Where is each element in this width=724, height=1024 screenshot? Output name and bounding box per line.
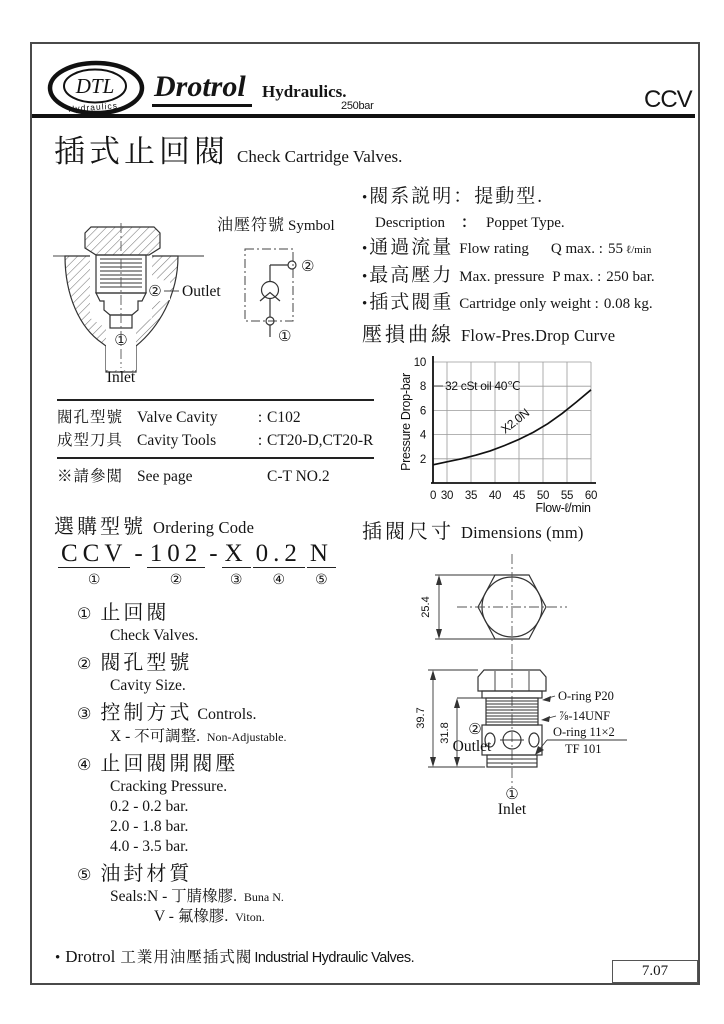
dim-inlet-label: Inlet (497, 801, 527, 816)
cross-port2-label: ② (148, 282, 162, 300)
hex-top-view-figure (405, 548, 600, 670)
dim-outlet-label: Outlet (452, 738, 492, 755)
svg-text:10: 10 (413, 357, 426, 369)
symbol-heading (217, 212, 335, 235)
spec-weight: • 插式閥重 Cartridge only weight : 0.08 kg. (362, 290, 696, 317)
code-part: X ③ (222, 541, 251, 588)
cavity-table (57, 399, 374, 488)
y-axis-title: Pressure Drop-bar (399, 373, 413, 471)
dtl-logo (46, 60, 148, 120)
page-title (54, 126, 402, 171)
svg-text:40: 40 (488, 490, 502, 502)
bullet-icon: • (55, 950, 61, 966)
code-part: N ⑤ (307, 541, 336, 588)
flow-pressure-chart (393, 350, 618, 520)
svg-text:35: 35 (464, 490, 478, 502)
page-title-zh: 插式止回閥 (54, 134, 229, 169)
svg-text:50: 50 (536, 490, 550, 502)
thread-label: ⅞-14UNF (559, 709, 611, 723)
svg-text:2: 2 (419, 453, 426, 466)
svg-text:30: 30 (440, 490, 454, 502)
page-title-en: Check Cartridge Valves. (237, 147, 403, 166)
ordering-code (57, 541, 337, 588)
svg-text:60: 60 (584, 490, 598, 502)
spec-description-zh: 閥系説明：提動型. (369, 186, 545, 207)
header-rule (32, 114, 695, 118)
symbol-heading-en: Symbol (288, 218, 335, 234)
list-item: ⑤ 油封材質 Seals:N - 丁腈橡膠. Buna N. V - 氟橡膠. Viton. (77, 863, 284, 925)
symbol-port2-node (288, 261, 296, 269)
specs-list (362, 184, 696, 317)
spec-max-pressure: • 最高壓力 Max. pressure P max. : 250 bar. (362, 263, 696, 290)
code-part: CCV ① (58, 541, 130, 588)
symbol-envelope (245, 249, 293, 321)
svg-text:0: 0 (429, 490, 437, 502)
spec-description (362, 184, 696, 211)
code-part: 0.2 ④ (253, 541, 305, 588)
x-axis-title: Flow-ℓ/min (535, 501, 591, 515)
page-number: 7.07 (612, 960, 698, 983)
list-item: ④ 止回閥開閥壓 Cracking Pressure. 0.2 - 0.2 bar. 2.0 - 1.8 bar. 4.0 - 3.5 bar. (77, 753, 239, 855)
tf101-label: TF 101 (565, 742, 602, 756)
brand-name: Drotrol (152, 70, 252, 107)
curve-section-heading: 壓損曲線 Flow-Pres.Drop Curve (362, 324, 616, 346)
cross-inlet-label: Inlet (106, 369, 136, 386)
spec-flow-rating: • 通過流量 Flow rating Q max. : 55 ℓ/min (362, 235, 696, 263)
dash: - (134, 540, 143, 567)
spec-description-en: Description ： Poppet Type. (375, 215, 565, 231)
list-item: ② 閥孔型號 Cavity Size. (77, 652, 193, 694)
list-item: ③ 控制方式 Controls. X - 不可調整. Non-Adjustable. (77, 702, 287, 745)
oring-11x2-label: O-ring 11×2 (553, 725, 615, 739)
series-label: X2.0N (498, 405, 532, 437)
hydraulic-symbol-figure (237, 243, 332, 348)
code-part: 102 ② (147, 541, 206, 588)
body-length-value: 31.8 (439, 722, 451, 744)
svg-text:8: 8 (419, 381, 426, 394)
svg-text:4: 4 (419, 429, 426, 442)
symbol-port1-label: ① (278, 327, 292, 345)
cross-port1-label: ① (114, 331, 128, 349)
dim-port2-label: ② (468, 720, 482, 738)
bullet-icon: • (362, 269, 368, 285)
symbol-heading-zh: 油壓符號 (217, 217, 286, 234)
svg-text:6: 6 (419, 405, 426, 418)
svg-text:45: 45 (512, 490, 526, 502)
footer-note: • Drotrol 工業用油壓插式閥 Industrial Hydraulic Valves. (55, 947, 415, 966)
hex-dimension-value: 25.4 (420, 596, 432, 618)
dash: - (209, 540, 218, 567)
ordering-heading: 選購型號 Ordering Code (54, 516, 255, 538)
list-item: ① 止回閥 Check Valves. (77, 602, 199, 644)
svg-text:55: 55 (560, 490, 574, 502)
symbol-port2-label: ② (301, 257, 315, 275)
pressure-note: 250bar (341, 100, 374, 112)
brand-suffix: Hydraulics. (262, 82, 347, 101)
ordering-items (77, 601, 382, 932)
dimensions-heading: 插閥尺寸 Dimensions (mm) (362, 521, 584, 543)
cross-outlet-label: Outlet (182, 283, 221, 300)
bullet-icon: • (362, 241, 368, 257)
table-row: 成型刀具 Cavity Tools : CT20-D,CT20-R (57, 432, 374, 449)
cartridge-side-view-figure (395, 656, 697, 816)
cartridge-hex-plug (85, 227, 160, 255)
cross-hole-right (529, 733, 539, 747)
table-row: 閥孔型號 Valve Cavity : C102 (57, 409, 301, 426)
dim-port1-label: ① (505, 785, 519, 803)
valve-cross-section-figure (52, 222, 232, 387)
check-ball (262, 282, 279, 299)
oring-p20-label: O-ring P20 (558, 689, 614, 703)
overall-length-value: 39.7 (415, 707, 427, 729)
bullet-icon: • (362, 296, 368, 312)
chart-annotation: 32 cSt oil 40℃ (445, 379, 521, 393)
product-code: CCV (644, 86, 692, 113)
logo-acronym: DTL (75, 74, 115, 98)
see-page-note: ※請參閲 See page C-T NO.2 (57, 457, 374, 488)
bullet-icon: • (362, 190, 368, 206)
logo-subtext: Hydraulics. (67, 100, 122, 114)
